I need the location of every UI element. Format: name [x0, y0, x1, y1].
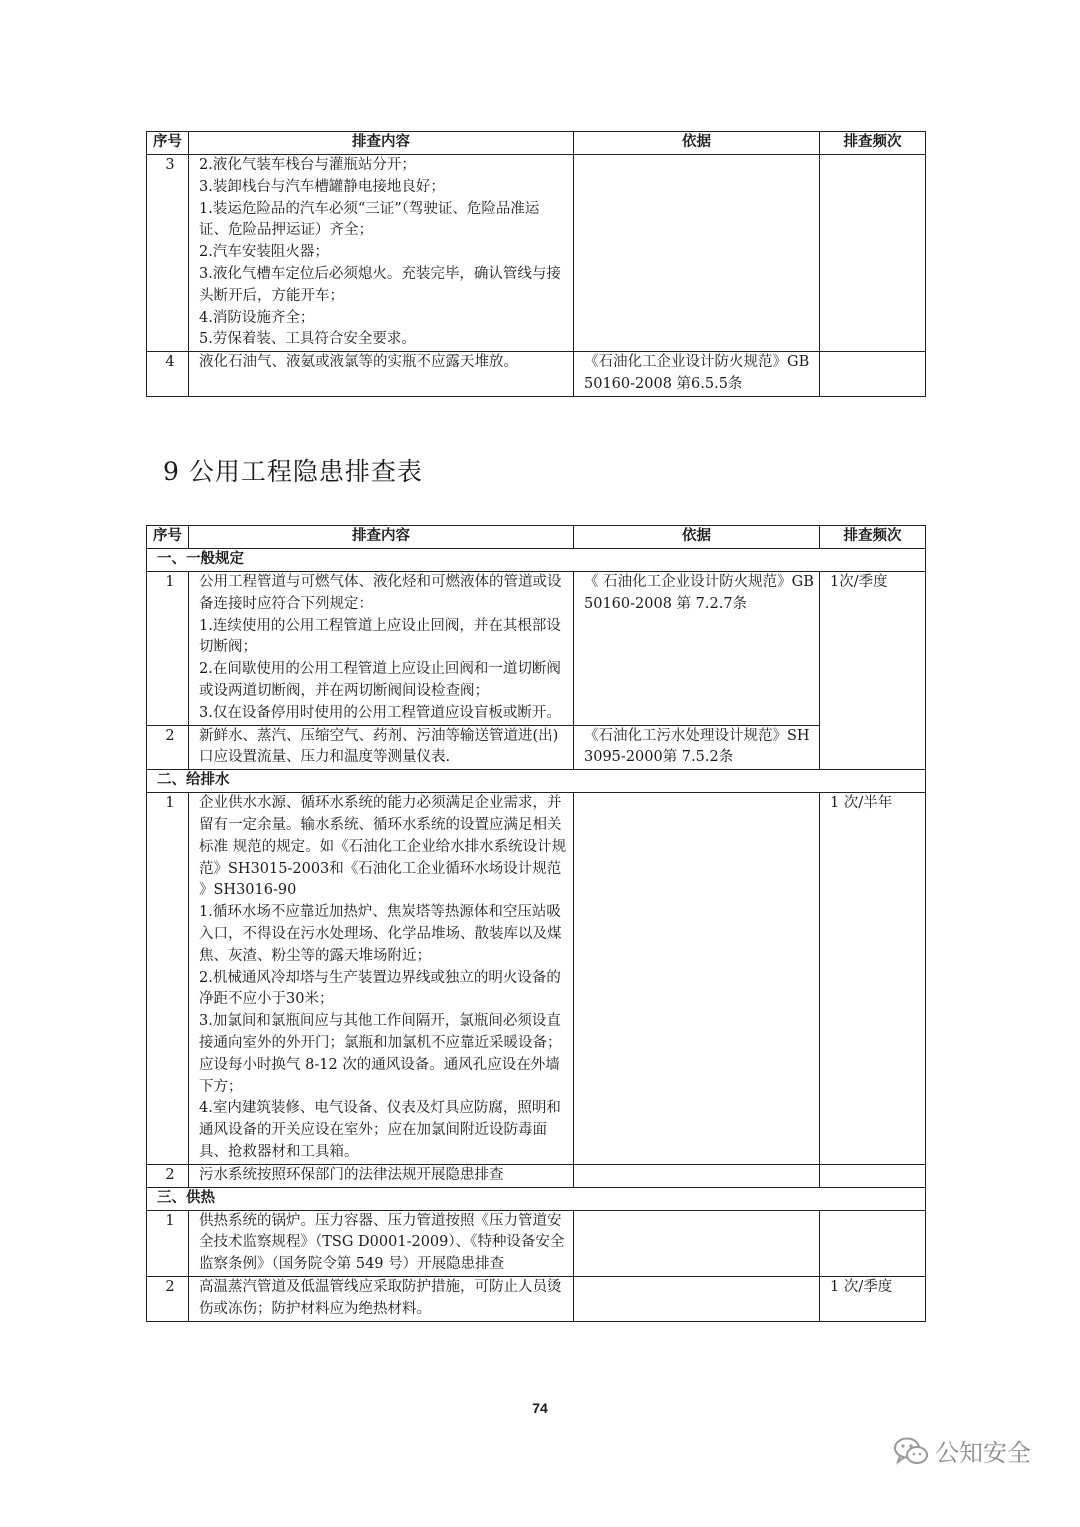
header-basis: 依据 — [574, 526, 820, 549]
table-row — [147, 793, 926, 1165]
row-number: 2 — [147, 1164, 189, 1187]
hazard-table-continued — [146, 131, 926, 397]
section-row — [147, 1187, 926, 1210]
watermark-text: 公知安全 — [935, 1439, 1031, 1467]
content-line: 2.液化气装车栈台与灌瓶站分开； — [199, 157, 416, 173]
table-row — [147, 725, 926, 770]
content-line: 4.室内建筑装修、电气设备、仪表及灯具应防腐，照明和通风设备的开关应设在室外；应在加氯间附近设防毒面具、抢救器材和工具箱。 — [199, 1100, 561, 1160]
section-row — [147, 770, 926, 793]
row-number: 3 — [147, 155, 189, 352]
watermark — [893, 1433, 1031, 1468]
content-line: 污水系统按照环保部门的法律法规开展隐患排查 — [199, 1166, 504, 1183]
content-line: 公用工程管道与可燃气体、液化烃和可燃液体的管道或设备连接时应符合下列规定： — [199, 574, 562, 612]
row-basis — [574, 793, 820, 1165]
content-line: 高温蒸汽管道及低温管线应采取防护措施，可防止人员烫伤或冻伤；防护材料应为绝热材料。 — [199, 1278, 562, 1317]
row-frequency — [820, 155, 926, 352]
row-content — [189, 1276, 574, 1321]
row-basis — [574, 1276, 820, 1321]
row-number: 1 — [147, 793, 189, 1165]
row-basis — [574, 1164, 820, 1187]
content-line: 3.仅在设备停用时使用的公用工程管道应设盲板或断开。 — [199, 704, 561, 721]
header-basis: 依据 — [574, 132, 820, 155]
row-number: 1 — [147, 572, 189, 726]
header-content: 排查内容 — [189, 132, 574, 155]
table-row — [147, 1164, 926, 1187]
content-line: 3.加氯间和氯瓶间应与其他工作间隔开，氯瓶间必须设直接通向室外的外开门；氯瓶和加氯机不应靠近采暖设备；应设每小时换气 8-12 次的通风设备。通风孔应设在外墙下方； — [199, 1013, 562, 1095]
row-frequency: 1次/季度 — [820, 572, 926, 770]
row-basis: 《石油化工污水处理设计规范》SH3095-2000第 7.5.2条 — [574, 725, 820, 770]
section-title: 一、一般规定 — [147, 549, 926, 572]
header-content: 排查内容 — [189, 526, 574, 549]
content-line: 5.劳保着装、工具符合安全要求。 — [199, 331, 416, 348]
row-frequency — [820, 352, 926, 397]
content-line: 2.机械通风冷却塔与生产装置边界线或独立的明火设备的净距不应小于30米； — [199, 969, 561, 1008]
row-number: 2 — [147, 1276, 189, 1321]
row-content — [189, 155, 574, 352]
table-header-row — [147, 132, 926, 155]
row-frequency: 1 次/季度 — [820, 1276, 926, 1321]
row-basis: 《 石油化工企业设计防火规范》GB50160-2008 第 7.2.7条 — [574, 572, 820, 726]
wechat-icon — [893, 1436, 929, 1466]
content-line: 2.在间歇使用的公用工程管道上应设止回阀和一道切断阀或设两道切断阀，并在两切断阀间设检查阀； — [199, 661, 561, 699]
header-no: 序号 — [147, 526, 189, 549]
content-line: 3.液化气槽车定位后必须熄火。充装完毕，确认管线与接头断开后，方能开车； — [199, 265, 561, 304]
header-frequency: 排查频次 — [820, 132, 926, 155]
content-line: 新鲜水、蒸汽、压缩空气、药剂、污油等输送管道进(出)口应设置流量、压力和温度等测量仪表. — [199, 727, 559, 766]
row-content — [189, 1164, 574, 1187]
row-content — [189, 572, 574, 726]
table-row — [147, 1210, 926, 1276]
table-row — [147, 155, 926, 352]
row-basis — [574, 155, 820, 352]
row-content — [189, 793, 574, 1165]
page-number: 74 — [532, 1400, 548, 1416]
row-number: 4 — [147, 352, 189, 397]
section-title: 二、给排水 — [147, 770, 926, 793]
section-row — [147, 549, 926, 572]
table-header-row — [147, 526, 926, 549]
content-line: 2.汽车安装阻火器； — [199, 244, 329, 261]
section-title: 三、供热 — [147, 1187, 926, 1210]
content-line: 1.连续使用的公用工程管道上应设止回阀，并在其根部设切断阀； — [199, 617, 561, 656]
row-content — [189, 725, 574, 770]
section-heading: 9 公用工程隐患排查表 — [163, 457, 423, 486]
row-number: 2 — [147, 725, 189, 770]
content-line: 企业供水水源、循环水系统的能力必须满足企业需求，并留有一定余量。输水系统、循环水系统的设置应满足相关标准 规范的规定。如《石油化工企业给水排水系统设计规范》SH3015-2003和《石油化工企业循环水场设计规范 》SH3016-90 — [199, 795, 567, 899]
content-line: 供热系统的锅炉。压力容器、压力管道按照《压力管道安全技术监察规程》（TSG D0001-2009）、《特种设备安全监察条例》（国务院令第 549 号）开展隐患排查 — [199, 1212, 565, 1273]
row-content — [189, 1210, 574, 1276]
content-line: 1.循环水场不应靠近加热炉、焦炭塔等热源体和空压站吸入口，不得设在污水处理场、化学品堆场、散装库以及煤焦、灰渣、粉尘等的露天堆场附近； — [199, 904, 562, 964]
header-frequency: 排查频次 — [820, 526, 926, 549]
row-frequency: 1 次/半年 — [820, 793, 926, 1165]
row-basis — [574, 1210, 820, 1276]
row-frequency — [820, 1210, 926, 1276]
row-content: 液化石油气、液氨或液氯等的实瓶不应露天堆放。 — [189, 352, 574, 397]
content-line: 4.消防设施齐全； — [199, 309, 315, 326]
row-basis: 《石油化工企业设计防火规范》GB50160-2008 第6.5.5条 — [574, 352, 820, 397]
row-frequency — [820, 1164, 926, 1187]
content-line: 3.装卸栈台与汽车槽罐静电接地良好； — [199, 178, 445, 195]
table-row — [147, 572, 926, 726]
table-row — [147, 352, 926, 397]
header-no: 序号 — [147, 132, 189, 155]
utility-hazard-table — [146, 525, 926, 1322]
content-line: 1.装运危险品的汽车必须“三证”（驾驶证、危险品准运证、危险品押运证）齐全； — [199, 200, 540, 239]
table-row — [147, 1276, 926, 1321]
row-number: 1 — [147, 1210, 189, 1276]
